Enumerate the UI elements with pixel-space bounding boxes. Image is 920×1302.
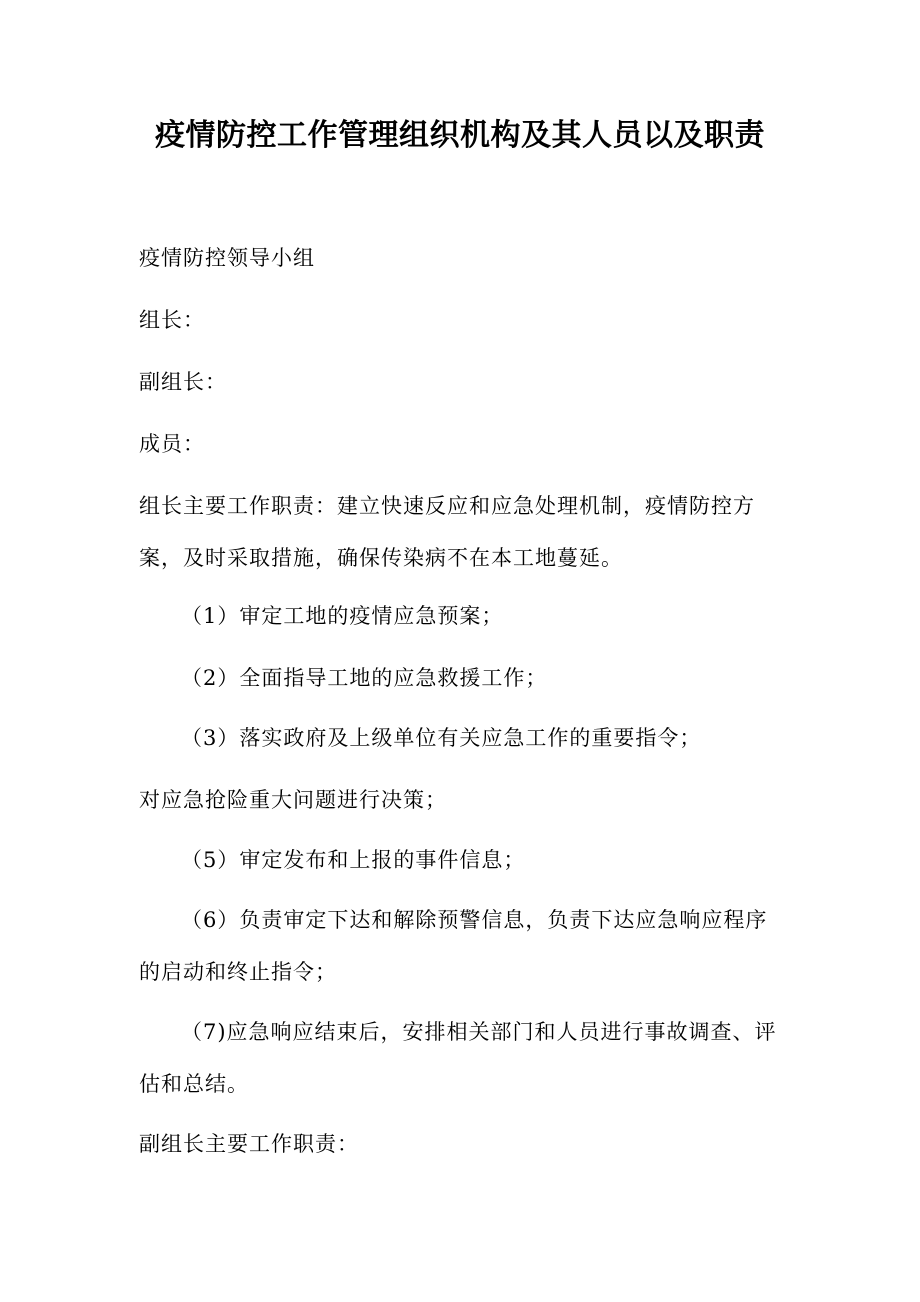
deputy-duty-heading: 副组长主要工作职责：: [139, 1132, 359, 1156]
duty-item-3: （3）落实政府及上级单位有关应急工作的重要指令；: [181, 726, 702, 750]
leading-group-heading: 疫情防控领导小组: [139, 246, 315, 270]
members-line: 成员：: [139, 432, 205, 456]
duty-item-1: （1）审定工地的疫情应急预案；: [181, 604, 504, 628]
duty-item-7: （7)应急响应结束后，安排相关部门和人员进行事故调查、评估和总结。: [139, 1020, 777, 1096]
duty-item-4: 对应急抢险重大问题进行决策；: [139, 788, 447, 812]
group-leader-line: 组长：: [139, 308, 205, 332]
document-title: 疫情防控工作管理组织机构及其人员以及职责: [155, 118, 765, 153]
duty-item-5: （5）审定发布和上报的事件信息；: [181, 848, 526, 872]
duty-item-6: （6）负责审定下达和解除预警信息，负责下达应急响应程序的启动和终止指令；: [139, 908, 768, 984]
duty-item-2: （2）全面指导工地的应急救援工作；: [181, 666, 548, 690]
deputy-leader-line: 副组长：: [139, 370, 227, 394]
leader-duty-paragraph: 组长主要工作职责：建立快速反应和应急处理机制，疫情防控方案，及时采取措施，确保传染病不在本工地蔓延。: [139, 494, 755, 570]
